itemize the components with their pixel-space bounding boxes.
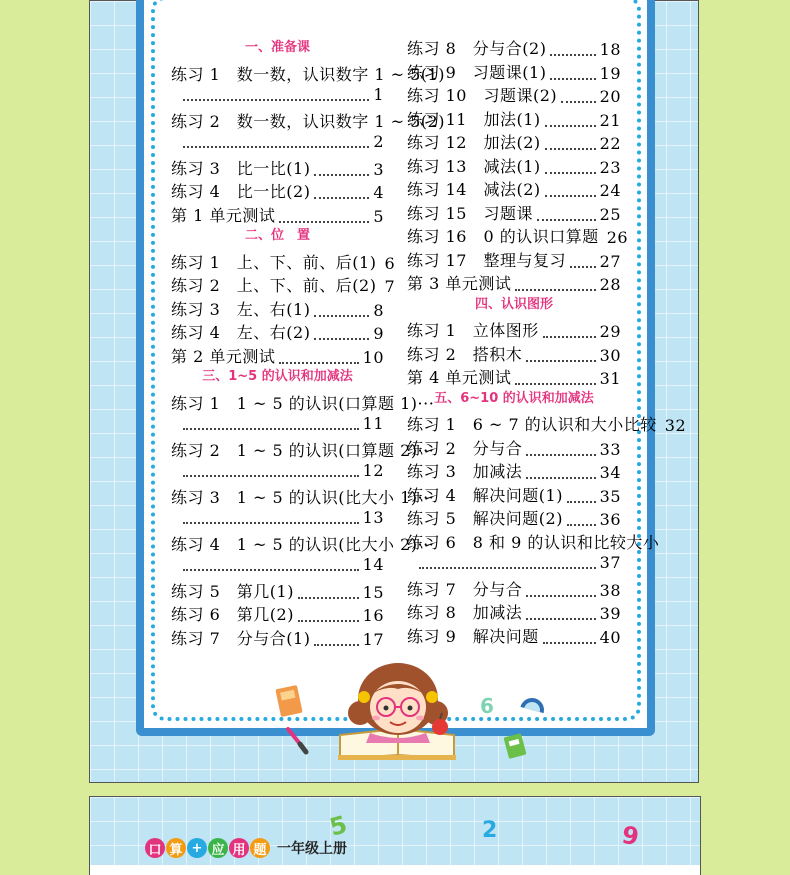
book-icon <box>275 685 302 717</box>
toc-page-number: 26 <box>606 228 629 247</box>
toc-page-number: 20 <box>599 87 621 106</box>
book-logo <box>145 838 347 858</box>
toc-entry-continuation[interactable] <box>179 414 384 433</box>
logo-char: 应 <box>208 838 228 858</box>
toc-page-number: 28 <box>599 275 621 294</box>
toc-entry[interactable] <box>407 459 621 482</box>
toc-page-number: 22 <box>599 134 621 153</box>
toc-entry[interactable] <box>407 412 687 435</box>
toc-entry[interactable] <box>407 271 621 294</box>
brush-icon <box>288 729 306 752</box>
toc-entry[interactable] <box>171 179 384 202</box>
toc-entry-label: 练习 12 加法(2) <box>407 133 541 152</box>
toc-page-number: 37 <box>599 553 621 572</box>
dot-leader <box>526 595 595 597</box>
toc-page-number: 17 <box>362 629 384 649</box>
toc-entry-label: 练习 17 整理与复习 <box>407 250 566 270</box>
toc-entry[interactable] <box>407 530 660 553</box>
toc-entry-label: 第 1 单元测试 <box>171 205 276 225</box>
dot-leader <box>567 501 596 503</box>
deco-number-2: 2 <box>482 818 498 843</box>
toc-entry-label: 练习 5 第几(1) <box>171 581 294 601</box>
section-heading: 一、准备课 <box>244 40 310 55</box>
toc-entry[interactable] <box>171 62 445 85</box>
dot-leader <box>543 642 596 644</box>
toc-page-number: 5 <box>373 206 384 226</box>
dot-leader <box>515 383 595 385</box>
toc-page-number: 21 <box>599 110 621 130</box>
logo-char: 算 <box>166 838 186 858</box>
toc-page-number: 25 <box>599 204 621 224</box>
toc-entry[interactable] <box>407 224 629 247</box>
dot-leader <box>567 524 596 526</box>
toc-entry[interactable] <box>407 36 621 59</box>
deco-number-5: 5 <box>326 810 351 842</box>
toc-entry[interactable] <box>407 365 621 388</box>
dot-leader <box>545 195 596 197</box>
toc-entry-label: 练习 1 上、下、前、后(1) <box>171 252 377 272</box>
toc-entry[interactable] <box>407 624 621 647</box>
section-heading: 二、位 置 <box>244 228 310 243</box>
toc-page-number: 1 <box>373 85 384 104</box>
dot-leader <box>537 219 596 221</box>
toc-page-number: 10 <box>362 347 384 367</box>
toc-page-number: 2 <box>373 132 384 151</box>
toc-page-number: 12 <box>362 461 384 480</box>
dot-leader <box>526 618 595 620</box>
toc-page-number: 33 <box>599 439 621 459</box>
section-heading: 四、认识图形 <box>474 296 553 312</box>
toc-entry-label: 练习 7 分与合(1) <box>171 628 311 648</box>
toc-entry-label: 练习 2 数一数，认识数字 1 ~ 5(2) <box>171 111 445 131</box>
dot-leader <box>183 475 359 477</box>
toc-entry-label: 练习 11 加法(1) <box>407 109 541 129</box>
toc-entry[interactable] <box>407 342 621 365</box>
toc-page-number: 32 <box>664 416 687 435</box>
toc-page-number: 7 <box>384 277 396 296</box>
toc-entry[interactable] <box>171 344 384 367</box>
dot-leader <box>183 428 359 430</box>
toc-entry-continuation[interactable] <box>179 132 384 151</box>
toc-entry[interactable] <box>171 203 384 226</box>
dot-leader <box>279 221 369 223</box>
toc-entry[interactable] <box>407 177 621 200</box>
toc-entry-label: 练习 1 1 ~ 5 的认识(口算题 1)··· <box>171 393 435 413</box>
toc-page-number: 13 <box>362 508 384 527</box>
toc-entry-label: 练习 2 搭积木 <box>407 344 523 364</box>
toc-entry-label: 练习 4 1 ~ 5 的认识(比大小 2)··· <box>171 534 435 554</box>
toc-entry[interactable] <box>171 602 384 625</box>
toc-page-number: 24 <box>599 181 621 200</box>
dot-leader <box>314 174 369 176</box>
dot-leader <box>543 336 596 338</box>
toc-entry-label: 练习 9 习题课(1) <box>407 62 547 82</box>
toc-entry-label: 练习 13 减法(1) <box>407 156 541 176</box>
toc-entry-continuation[interactable] <box>179 85 384 104</box>
toc-entry[interactable] <box>407 130 621 153</box>
next-page-header <box>89 796 701 875</box>
toc-entry[interactable] <box>171 320 384 343</box>
dot-leader <box>314 644 358 646</box>
dot-leader <box>314 338 369 340</box>
toc-page-number: 16 <box>362 606 384 625</box>
toc-entry[interactable] <box>407 506 621 529</box>
toc-entry[interactable] <box>407 83 621 106</box>
dot-leader <box>550 54 595 56</box>
toc-entry-label: 练习 8 分与合(2) <box>407 39 547 58</box>
toc-page-number: 11 <box>362 414 384 433</box>
toc-page-number: 31 <box>599 369 621 388</box>
toc-page-number: 9 <box>373 324 384 343</box>
toc-entry-label: 练习 1 数一数，认识数字 1 ~ 5(1) <box>171 64 445 84</box>
toc-entry[interactable] <box>407 154 621 177</box>
green-book-icon <box>503 733 526 759</box>
toc-entry[interactable] <box>171 532 435 555</box>
toc-page-number: 35 <box>599 486 621 506</box>
toc-entry-label: 第 4 单元测试 <box>407 368 512 387</box>
logo-char: 用 <box>229 838 249 858</box>
girl-reading-illustration <box>270 655 560 765</box>
logo-char: 题 <box>250 838 270 858</box>
toc-entry-label: 练习 4 比一比(2) <box>171 182 311 201</box>
toc-entry-label: 练习 2 分与合 <box>407 438 523 458</box>
toc-page-number: 15 <box>362 582 384 602</box>
toc-entry[interactable] <box>407 483 621 506</box>
toc-entry[interactable] <box>171 391 435 414</box>
dot-leader <box>561 101 596 103</box>
toc-page-number: 3 <box>373 159 384 179</box>
toc-page-number: 40 <box>599 627 621 647</box>
toc-page-number: 4 <box>373 183 384 202</box>
toc-page-number: 18 <box>599 40 621 59</box>
dot-leader <box>515 289 595 291</box>
section-heading: 五、6~10 的认识和加减法 <box>434 390 594 406</box>
toc-page-number: 6 <box>384 253 396 273</box>
toc-entry[interactable] <box>171 156 384 179</box>
dot-leader <box>545 148 596 150</box>
toc-entry-label: 练习 15 习题课 <box>407 203 533 223</box>
toc-entry-label: 练习 1 立体图形 <box>407 321 539 340</box>
dot-leader <box>526 454 595 456</box>
dot-leader <box>526 360 595 362</box>
toc-entry[interactable] <box>171 250 396 273</box>
toc-entry[interactable] <box>171 579 384 602</box>
toc-entry-label: 练习 6 第几(2) <box>171 605 294 624</box>
toc-entry-label: 练习 6 8 和 9 的认识和比较大小 <box>407 532 660 552</box>
toc-entry-label: 第 2 单元测试 <box>171 346 276 366</box>
dot-leader <box>545 172 596 174</box>
toc-entry-continuation[interactable] <box>179 555 384 574</box>
toc-entry-label: 练习 3 加减法 <box>407 462 523 481</box>
toc-entry-label: 练习 9 解决问题 <box>407 626 539 646</box>
dot-leader <box>526 477 595 479</box>
dot-leader <box>183 99 369 101</box>
logo-char: 口 <box>145 838 165 858</box>
toc-entry-continuation[interactable] <box>415 553 621 572</box>
toc-entry[interactable] <box>407 201 621 224</box>
dot-leader <box>314 197 369 199</box>
toc-page-number: 29 <box>599 322 621 341</box>
toc-entry-label: 练习 7 分与合 <box>407 579 523 599</box>
toc-page-number: 30 <box>599 345 621 365</box>
toc-entry-label: 练习 1 6 ~ 7 的认识和大小比较 <box>407 415 657 434</box>
deco-number-6: 6 <box>480 694 494 718</box>
toc-entry[interactable] <box>407 60 621 83</box>
dot-leader <box>279 362 358 364</box>
toc-page-number: 19 <box>599 63 621 83</box>
toc-entry-label: 练习 2 上、下、前、后(2) <box>171 276 377 295</box>
toc-entry-label: 练习 4 解决问题(1) <box>407 485 563 505</box>
toc-page-number: 38 <box>599 580 621 600</box>
toc-entry[interactable] <box>407 107 621 130</box>
girl-icon <box>348 663 448 743</box>
toc-entry[interactable] <box>407 248 621 271</box>
toc-entry-label: 练习 5 解决问题(2) <box>407 509 563 528</box>
dot-leader <box>183 146 369 148</box>
protractor-icon <box>520 695 546 713</box>
toc-entry-label: 练习 16 0 的认识口算题 <box>407 227 599 246</box>
toc-entry[interactable] <box>171 626 384 649</box>
toc-entry-label: 练习 4 左、右(2) <box>171 323 311 342</box>
logo-char: + <box>187 838 207 858</box>
grade-label: 一年级上册 <box>277 841 347 857</box>
toc-entry-label: 第 3 单元测试 <box>407 274 512 293</box>
toc-entry-label: 练习 3 1 ~ 5 的认识(比大小 1)··· <box>171 487 435 507</box>
toc-entry[interactable] <box>407 318 621 341</box>
dot-leader <box>183 569 359 571</box>
toc-page-number: 36 <box>599 510 621 529</box>
toc-entry-label: 练习 3 左、右(1) <box>171 299 311 319</box>
toc-entry-label: 练习 8 加减法 <box>407 603 523 622</box>
toc-entry[interactable] <box>171 485 435 508</box>
dot-leader <box>419 567 596 569</box>
toc-entry-continuation[interactable] <box>179 508 384 527</box>
dot-leader <box>183 522 359 524</box>
toc-entry-label: 练习 2 1 ~ 5 的认识(口算题 2)··· <box>171 440 435 460</box>
toc-entry[interactable] <box>171 297 384 320</box>
deco-number-9: 9 <box>619 820 642 852</box>
dot-leader <box>570 266 596 268</box>
toc-entry[interactable] <box>407 436 621 459</box>
toc-entry[interactable] <box>407 600 621 623</box>
dot-leader <box>314 315 369 317</box>
toc-page-number: 39 <box>599 604 621 623</box>
dot-leader <box>545 125 596 127</box>
section-heading: 三、1~5 的认识和加减法 <box>202 369 353 384</box>
toc-entry[interactable] <box>171 273 396 296</box>
toc-entry-label: 练习 10 习题课(2) <box>407 86 558 105</box>
dot-leader <box>298 620 359 622</box>
toc-page-number: 14 <box>362 555 384 574</box>
toc-entry-label: 练习 3 比一比(1) <box>171 158 311 178</box>
toc-page-number: 34 <box>599 463 621 482</box>
toc-entry-label: 练习 14 减法(2) <box>407 180 541 199</box>
next-page-strip <box>90 865 700 875</box>
dot-leader <box>550 78 595 80</box>
toc-page-number: 8 <box>373 300 384 320</box>
toc-entry-continuation[interactable] <box>179 461 384 480</box>
toc-entry[interactable] <box>171 438 435 461</box>
toc-entry[interactable] <box>171 109 445 132</box>
toc-page-number: 27 <box>599 251 621 271</box>
dot-leader <box>298 597 359 599</box>
toc-entry[interactable] <box>407 577 621 600</box>
toc-page-number: 23 <box>599 157 621 177</box>
